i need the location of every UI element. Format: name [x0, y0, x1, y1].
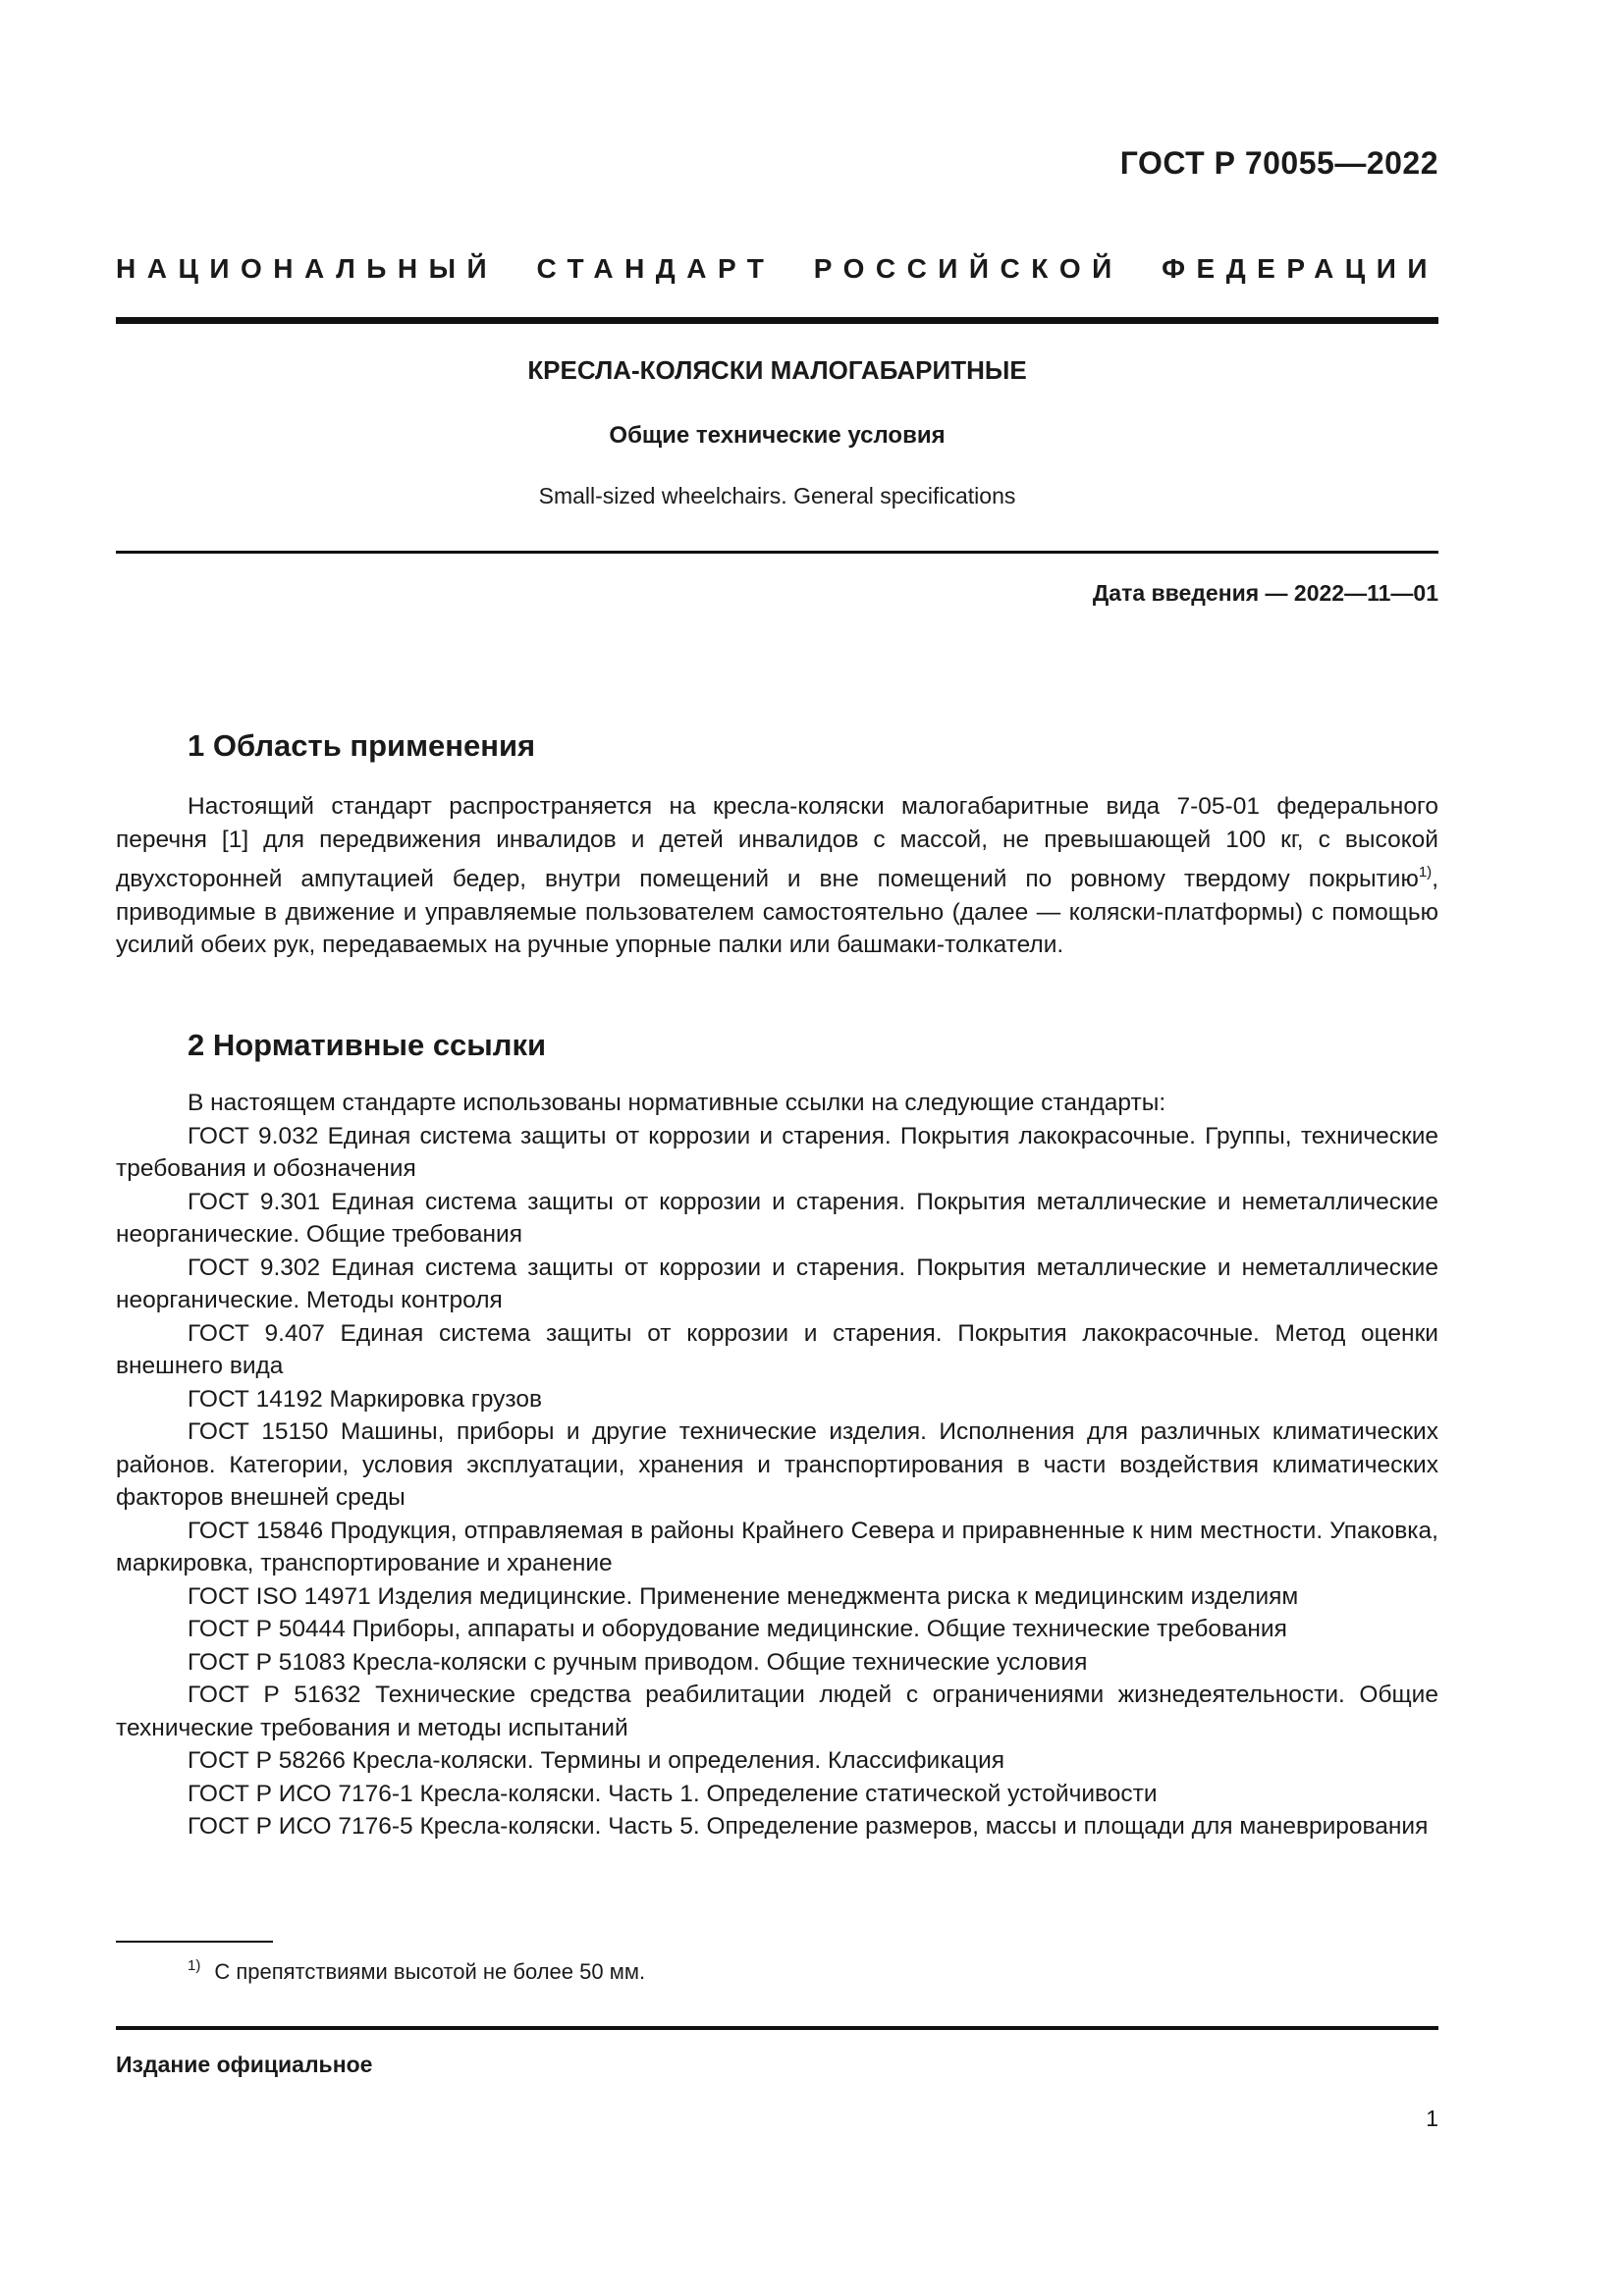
footer-divider	[116, 2026, 1438, 2030]
scope-text: Настоящий стандарт распространяется на кресла-коляски малогабаритные вида 7-05-01 федерального перечня [1] для передвижения инвалидов и детей инвалидов с массой, не превышающей 100 кг, с высокой двухсторонней ампутацией бедер, внутри помещений и вне помещений по ровному твердому покрытию	[116, 793, 1438, 892]
footnote-reference[interactable]: 1)	[1418, 864, 1433, 881]
reference-item: ГОСТ ISO 14971 Изделия медицинские. Применение менеджмента риска к медицинским изделиям	[188, 1582, 1299, 1610]
reference-item: ГОСТ 14192 Маркировка грузов	[188, 1385, 542, 1413]
header-divider	[116, 317, 1438, 324]
english-title: Small-sized wheelchairs. General specifications	[538, 483, 1016, 508]
document-code: ГОСТ Р 70055—2022	[1119, 145, 1438, 181]
section-2-heading: 2 Нормативные ссылки	[188, 1028, 547, 1062]
reference-item: ГОСТ Р ИСО 7176-1 Кресла-коляски. Часть 1. Определение статической устойчивости	[188, 1780, 1158, 1807]
reference-item: ГОСТ 9.407 Единая система защиты от коррозии и старения. Покрытия лакокрасочные. Метод оценки внешнего вида	[116, 1319, 1438, 1379]
page-number: 1	[1426, 2106, 1438, 2131]
reference-item: ГОСТ Р ИСО 7176-5 Кресла-коляски. Часть 5. Определение размеров, массы и площади для маневрирования	[188, 1813, 1429, 1840]
references-intro: В настоящем стандарте использованы нормативные ссылки на следующие стандарты:	[188, 1090, 1166, 1116]
section-1-heading: 1 Область применения	[188, 728, 536, 763]
footnote-divider	[116, 1941, 273, 1943]
reference-item: ГОСТ 9.301 Единая система защиты от коррозии и старения. Покрытия металлические и неметаллические неорганические. Общие требования	[116, 1188, 1438, 1248]
title-divider	[116, 551, 1438, 554]
national-standard-banner: НАЦИОНАЛЬНЫЙ СТАНДАРТ РОССИЙСКОЙ ФЕДЕРАЦИИ	[116, 253, 1438, 284]
reference-item: ГОСТ 9.032 Единая система защиты от коррозии и старения. Покрытия лакокрасочные. Группы, технические требования и обозначения	[116, 1122, 1438, 1182]
footnote-mark: 1)	[188, 1957, 201, 1974]
scope-text-continued: , приводимые в движение и управляемые пользователем самостоятельно (далее — коляски-платформы) с помощью усилий обеих рук, передаваемых на ручные упорные палки или башмаки-толкатели.	[116, 866, 1438, 958]
footnote	[188, 1957, 645, 1985]
reference-item: ГОСТ Р 58266 Кресла-коляски. Термины и определения. Классификация	[188, 1747, 1005, 1774]
footnote-text: С препятствиями высотой не более 50 мм.	[214, 1959, 646, 1984]
edition-label: Издание официальное	[116, 2052, 373, 2077]
reference-item: ГОСТ Р 50444 Приборы, аппараты и оборудование медицинские. Общие технические требования	[188, 1616, 1287, 1642]
reference-item: ГОСТ 15846 Продукция, отправляемая в районы Крайнего Севера и приравненные к ним местности. Упаковка, маркировка, транспортирование и хранение	[116, 1517, 1438, 1576]
normative-references	[116, 1087, 1438, 1843]
reference-item: ГОСТ Р 51083 Кресла-коляски с ручным приводом. Общие технические условия	[188, 1648, 1088, 1676]
reference-item: ГОСТ 15150 Машины, приборы и другие технические изделия. Исполнения для различных климатических районов. Категории, условия эксплуатации, хранения и транспортирования в части воздействия климатических факторов внешней среды	[116, 1418, 1438, 1511]
document-page	[116, 0, 1438, 2296]
reference-item: ГОСТ Р 51632 Технические средства реабилитации людей с ограничениями жизнедеятельности. Общие технические требования и методы испытаний	[116, 1682, 1438, 1741]
standard-title: КРЕСЛА-КОЛЯСКИ МАЛОГАБАРИТНЫЕ	[527, 355, 1027, 385]
reference-item: ГОСТ 9.302 Единая система защиты от коррозии и старения. Покрытия металлические и неметаллические неорганические. Методы контроля	[116, 1254, 1438, 1313]
section-1-paragraph	[116, 790, 1438, 962]
introduction-date: Дата введения — 2022—11—01	[1092, 580, 1438, 606]
standard-subtitle: Общие технические условия	[609, 422, 946, 449]
